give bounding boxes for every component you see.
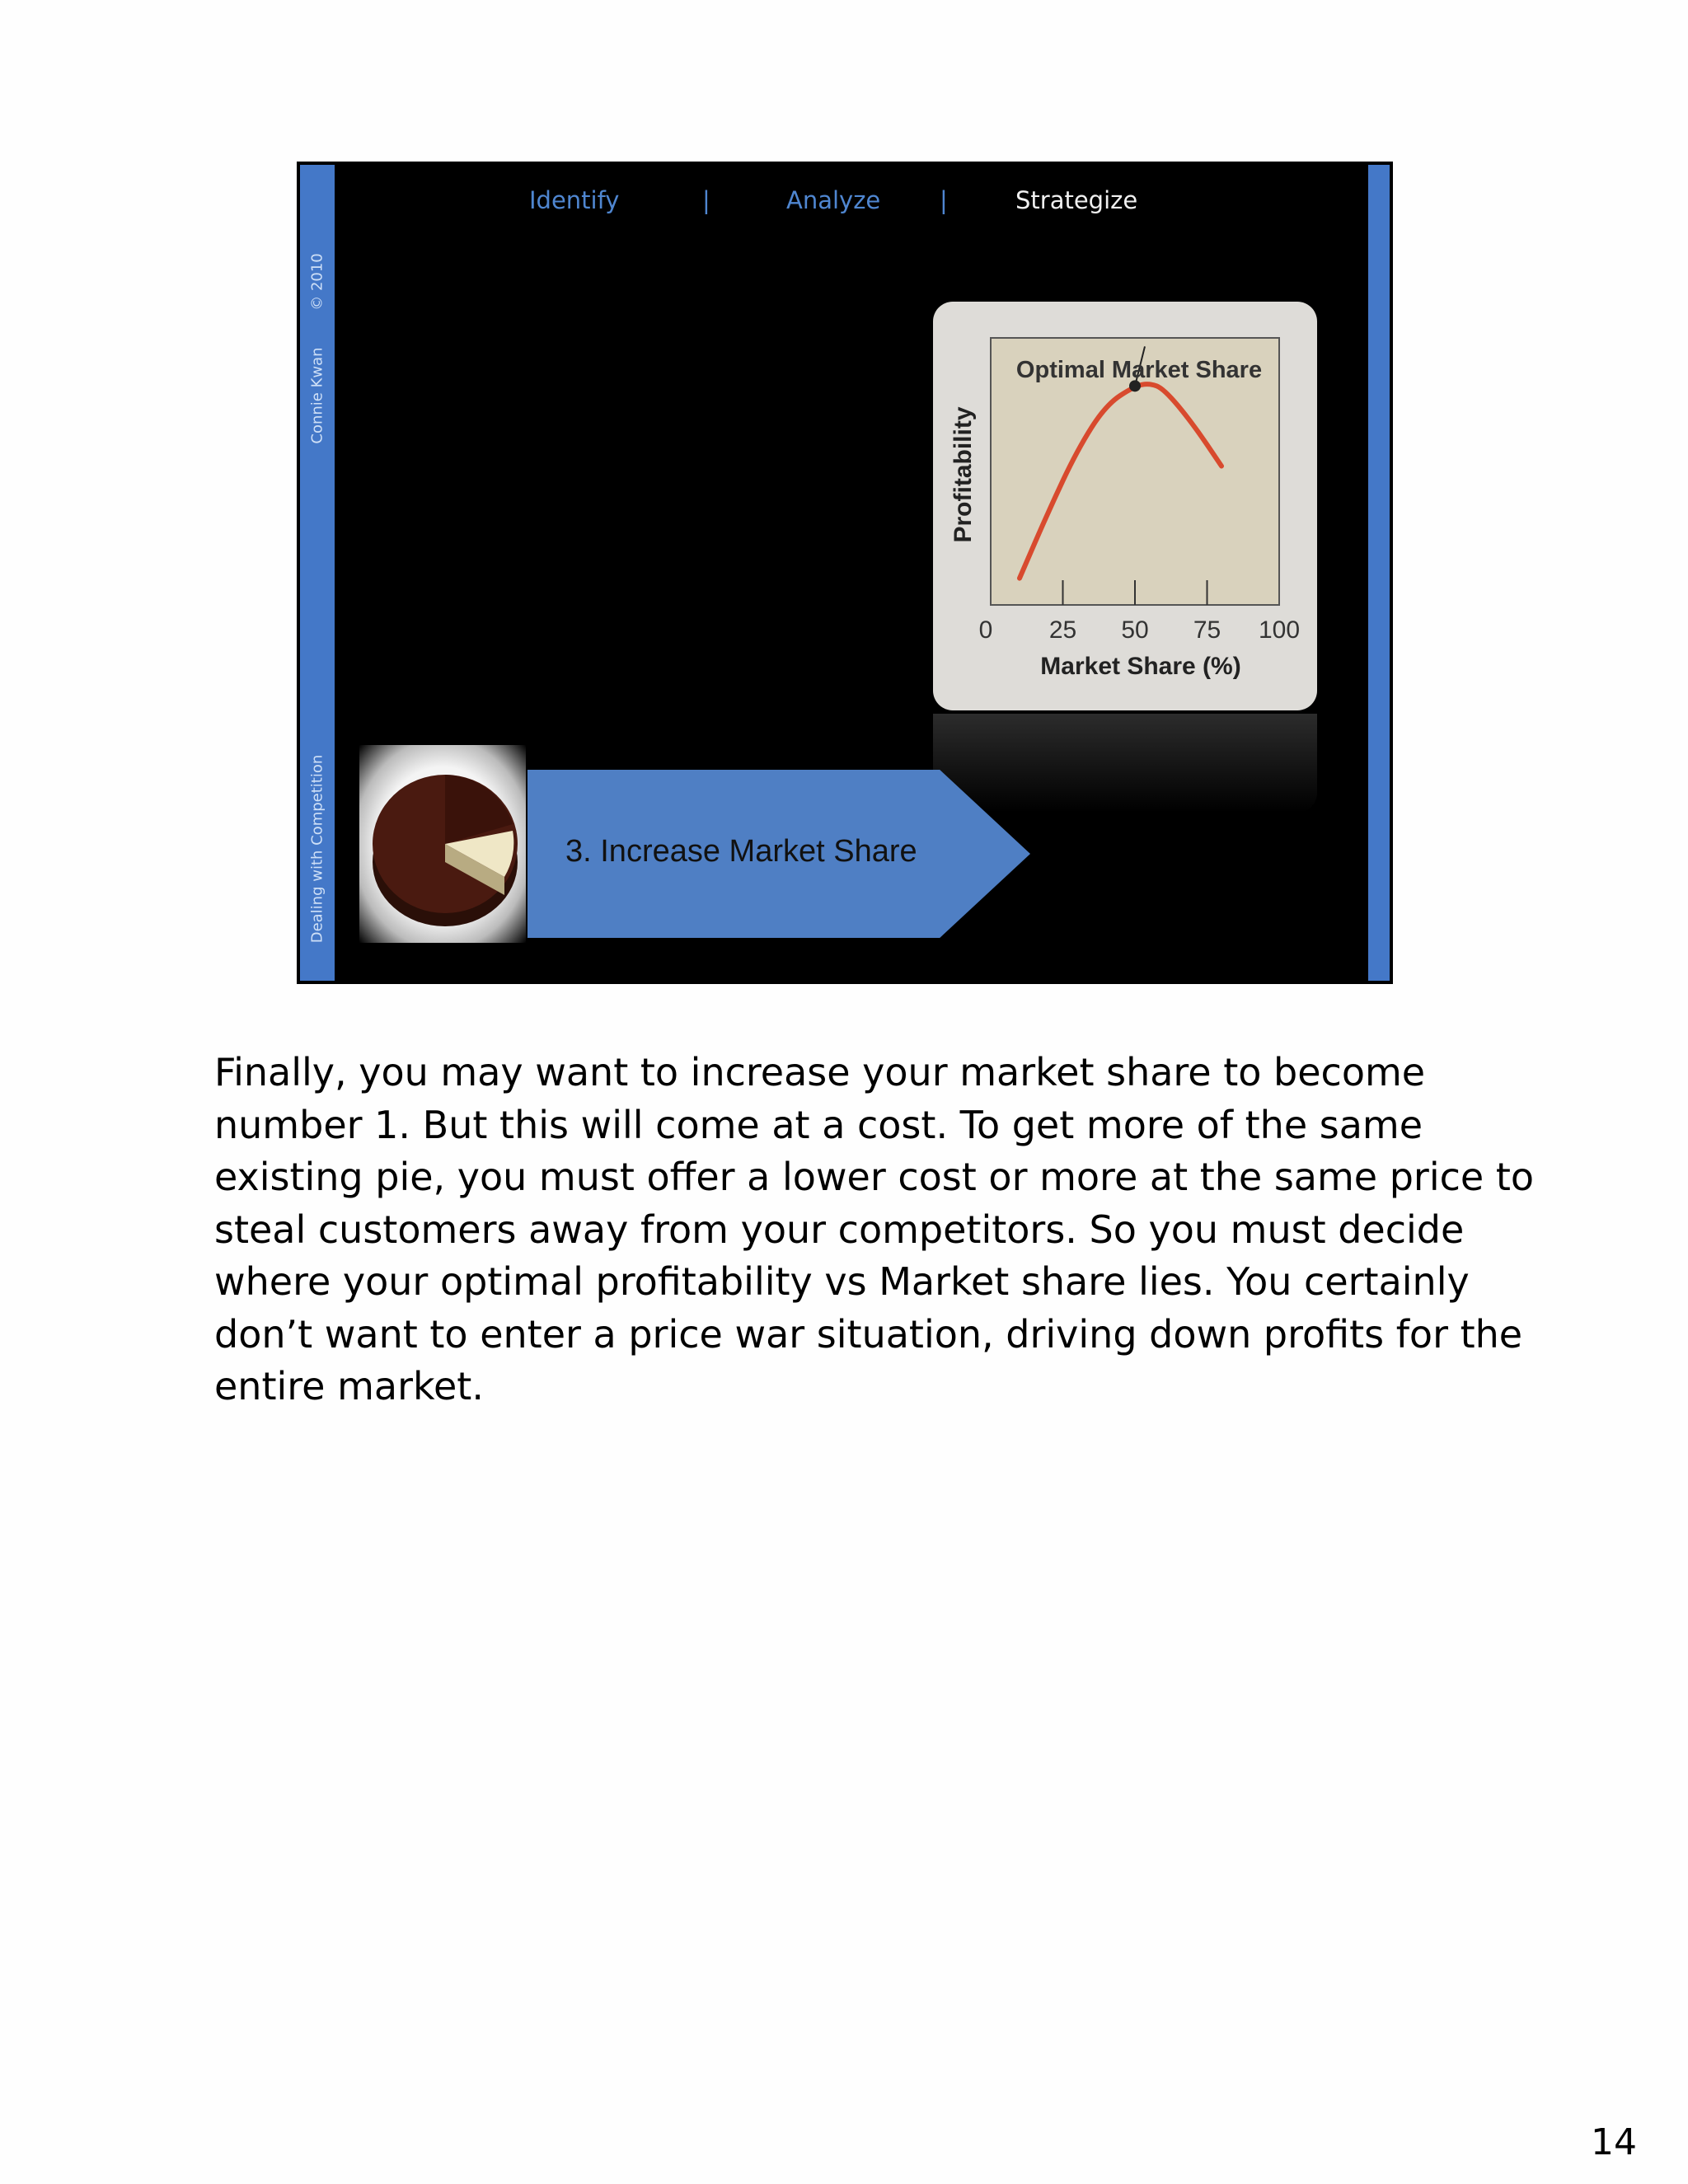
sidebar-author: Connie Kwan [308,347,326,444]
chart-x-axis-label: Market Share (%) [1040,653,1241,680]
slide-sidebar [300,165,335,981]
notes-line: existing pie, you must offer a lower cost or more at the same price to [214,1155,1535,1199]
notes-line: number 1. But this will come at a cost. To get more of the same [214,1102,1423,1147]
notes-line: steal customers away from your competitors. So you must decide [214,1207,1465,1252]
notes-line: where your optimal profitability vs Market share lies. You certainly [214,1259,1470,1304]
notes-line: Finally, you may want to increase your market share to become [214,1050,1426,1094]
pie-icon [359,745,526,943]
chart-reflection [933,714,1317,813]
page-number: 14 [1591,2121,1637,2163]
chart-svg [933,302,1317,710]
chart-y-axis-label: Profitability [950,406,977,543]
nav-separator: | [940,186,948,214]
sidebar-section-title: Dealing with Competition [308,754,326,944]
x-tick-label: 75 [1193,616,1221,644]
sidebar-copyright: © 2010 [308,253,326,311]
nav-separator: | [702,186,710,214]
chart-title: Optimal Market Share [1015,357,1263,383]
strategy-arrow-label: 3. Increase Market Share [565,834,917,869]
x-tick-label: 100 [1258,616,1301,644]
speaker-notes [214,1047,1535,1413]
profitability-chart [933,302,1317,710]
notes-line: don’t want to enter a price war situation, driving down profits for the [214,1311,1523,1357]
x-tick-label: 0 [978,616,993,644]
nav-identify: Identify [529,186,620,214]
slide-image [297,162,1393,984]
slide-right-bar [1368,165,1390,981]
chart-tick-labels [979,616,1300,644]
slide-nav [300,176,1390,226]
x-tick-label: 50 [1121,616,1149,644]
notes-line: entire market. [214,1364,484,1408]
pie-chart-image [359,745,526,943]
nav-strategize: Strategize [1015,186,1138,214]
x-tick-label: 25 [1048,616,1077,644]
nav-analyze: Analyze [786,186,881,214]
